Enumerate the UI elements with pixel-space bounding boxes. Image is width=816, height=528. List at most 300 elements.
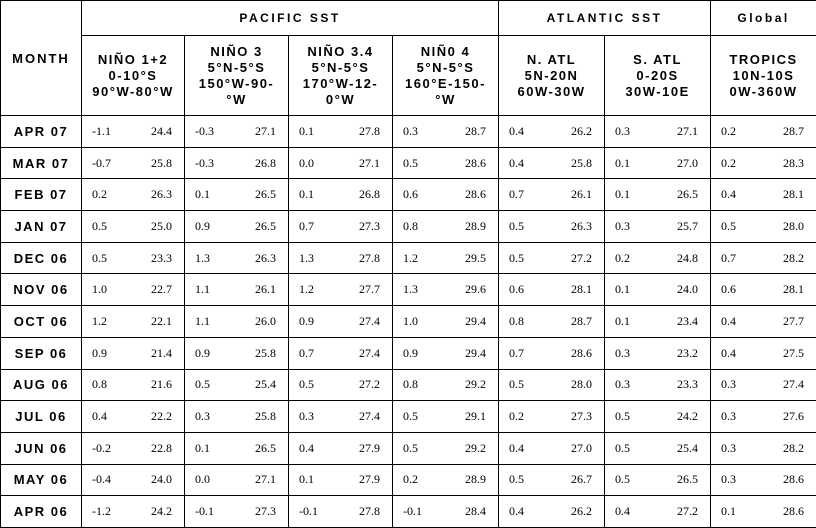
sst-anomaly: 0.5 — [92, 219, 107, 234]
sst-value: 27.5 — [783, 346, 804, 361]
region-header-line: NIÑO 3.4 — [289, 44, 392, 60]
sst-cell — [393, 401, 499, 433]
region-header-line: 10N-10S — [711, 68, 816, 84]
table-row — [1, 369, 816, 401]
table-row — [1, 432, 816, 464]
sst-cell — [289, 211, 393, 243]
sst-value: 29.4 — [465, 314, 486, 329]
table-row — [1, 337, 816, 369]
sst-value: 24.0 — [677, 282, 698, 297]
sst-cell — [711, 432, 816, 464]
sst-value: 23.3 — [151, 251, 172, 266]
sst-anomaly: 0.3 — [299, 409, 314, 424]
sst-cell — [711, 211, 816, 243]
sst-value: 24.4 — [151, 124, 172, 139]
sst-value: 23.2 — [677, 346, 698, 361]
sst-anomaly: 0.7 — [509, 187, 524, 202]
sst-value-pair — [185, 187, 288, 202]
sst-value: 25.8 — [151, 156, 172, 171]
region-header-line: 160°E-150- — [393, 76, 498, 92]
sst-value-pair — [605, 251, 710, 266]
region-header-line: 5°N-5°S — [185, 60, 288, 76]
sst-value-pair — [393, 219, 498, 234]
sst-value-pair — [289, 219, 392, 234]
sst-value-pair — [185, 314, 288, 329]
sst-cell — [499, 242, 605, 274]
sst-value-pair — [82, 251, 184, 266]
sst-value: 28.2 — [783, 251, 804, 266]
sst-value: 27.8 — [359, 504, 380, 519]
sst-value: 27.3 — [571, 409, 592, 424]
sst-anomaly: 0.5 — [509, 251, 524, 266]
sst-value: 25.0 — [151, 219, 172, 234]
sst-value-pair — [185, 346, 288, 361]
sst-value-pair — [82, 282, 184, 297]
sst-value-pair — [82, 187, 184, 202]
sst-value-pair — [289, 187, 392, 202]
sst-cell — [393, 306, 499, 338]
sst-value: 24.2 — [151, 504, 172, 519]
region-header-line: NIÑO 3 — [185, 44, 288, 60]
month-cell: MAY 06 — [1, 464, 82, 496]
sst-anomaly: 0.4 — [509, 124, 524, 139]
sst-value: 21.6 — [151, 377, 172, 392]
sst-value: 28.2 — [783, 441, 804, 456]
sst-value: 28.7 — [783, 124, 804, 139]
sst-anomaly: 0.2 — [403, 472, 418, 487]
sst-anomaly: 0.2 — [721, 156, 736, 171]
sst-value-pair — [393, 346, 498, 361]
sst-anomaly: -0.2 — [92, 441, 111, 456]
month-cell: AUG 06 — [1, 369, 82, 401]
sst-value: 29.2 — [465, 377, 486, 392]
sst-cell — [185, 306, 289, 338]
sst-value: 28.7 — [465, 124, 486, 139]
region-header-line: 150°W-90- — [185, 76, 288, 92]
region-header-line: 0W-360W — [711, 84, 816, 100]
region-header-line: N. ATL — [499, 52, 604, 68]
sst-anomaly: 0.5 — [615, 409, 630, 424]
sst-cell — [605, 147, 711, 179]
sst-anomaly: 0.3 — [721, 472, 736, 487]
sst-anomaly: -0.7 — [92, 156, 111, 171]
sst-value-pair — [711, 187, 816, 202]
month-cell: JAN 07 — [1, 211, 82, 243]
sst-anomaly: 0.4 — [299, 441, 314, 456]
sst-value-pair — [393, 441, 498, 456]
sst-cell — [185, 464, 289, 496]
sst-value: 26.1 — [571, 187, 592, 202]
sst-value: 27.4 — [359, 409, 380, 424]
sst-value: 27.0 — [677, 156, 698, 171]
sst-cell — [82, 116, 185, 148]
sst-value-pair — [185, 377, 288, 392]
sst-value: 27.0 — [571, 441, 592, 456]
sst-value: 27.9 — [359, 441, 380, 456]
sst-cell — [289, 242, 393, 274]
sst-cell — [605, 496, 711, 528]
region-header-nino-3 — [185, 36, 289, 116]
sst-anomaly: 1.2 — [299, 282, 314, 297]
sst-anomaly: 0.8 — [403, 219, 418, 234]
sst-value: 26.7 — [571, 472, 592, 487]
sst-value: 23.4 — [677, 314, 698, 329]
month-cell: OCT 06 — [1, 306, 82, 338]
sst-value: 27.1 — [255, 124, 276, 139]
region-header-line: 0°W — [289, 92, 392, 108]
sst-value-pair — [711, 251, 816, 266]
sst-cell — [605, 432, 711, 464]
sst-anomaly: 1.1 — [195, 282, 210, 297]
sst-value: 26.2 — [571, 504, 592, 519]
sst-value-pair — [499, 377, 604, 392]
sst-anomaly: -0.1 — [299, 504, 318, 519]
sst-anomaly: 0.4 — [509, 504, 524, 519]
sst-cell — [289, 147, 393, 179]
sst-cell — [289, 116, 393, 148]
sst-value: 28.6 — [783, 472, 804, 487]
region-header-line: °W — [393, 92, 498, 108]
region-header-line: 170°W-12- — [289, 76, 392, 92]
sst-cell — [393, 337, 499, 369]
sst-anomaly: 1.0 — [403, 314, 418, 329]
sst-cell — [185, 496, 289, 528]
sst-value-pair — [393, 251, 498, 266]
sst-cell — [82, 401, 185, 433]
sst-value: 28.9 — [465, 472, 486, 487]
sst-value-pair — [185, 251, 288, 266]
sst-value-pair — [499, 409, 604, 424]
sst-cell — [499, 211, 605, 243]
sst-anomaly: 1.1 — [195, 314, 210, 329]
sst-anomaly: 0.5 — [615, 472, 630, 487]
sst-value-pair — [605, 219, 710, 234]
sst-value-pair — [185, 472, 288, 487]
sst-cell — [499, 496, 605, 528]
sst-anomaly: 1.3 — [299, 251, 314, 266]
sst-anomaly: 0.0 — [195, 472, 210, 487]
sst-value-pair — [393, 156, 498, 171]
sst-value-pair — [499, 187, 604, 202]
sst-cell — [185, 211, 289, 243]
sst-anomaly: 0.4 — [509, 156, 524, 171]
sst-value: 26.1 — [255, 282, 276, 297]
sst-cell — [605, 401, 711, 433]
sst-cell — [82, 337, 185, 369]
sst-value-pair — [185, 219, 288, 234]
sst-anomaly: 0.5 — [195, 377, 210, 392]
sst-cell — [185, 274, 289, 306]
sst-value-pair — [289, 504, 392, 519]
table-header — [1, 1, 816, 116]
sst-cell — [605, 179, 711, 211]
sst-anomaly: -1.1 — [92, 124, 111, 139]
sst-cell — [393, 369, 499, 401]
month-cell: APR 07 — [1, 116, 82, 148]
sst-cell — [82, 464, 185, 496]
sst-anomaly: 0.4 — [721, 187, 736, 202]
sst-cell — [711, 274, 816, 306]
sst-anomaly: 0.5 — [721, 219, 736, 234]
sst-anomaly: 0.6 — [509, 282, 524, 297]
sst-value-pair — [289, 156, 392, 171]
sst-cell — [499, 401, 605, 433]
sst-anomaly: -0.1 — [403, 504, 422, 519]
sst-value: 27.2 — [677, 504, 698, 519]
sst-anomaly: 0.1 — [615, 282, 630, 297]
sst-value-pair — [499, 251, 604, 266]
sst-cell — [82, 432, 185, 464]
region-header-line: 30W-10E — [605, 84, 710, 100]
sst-value: 28.6 — [783, 504, 804, 519]
month-cell: MAR 07 — [1, 147, 82, 179]
sst-value: 28.7 — [571, 314, 592, 329]
sst-value-pair — [185, 124, 288, 139]
sst-anomaly: 0.9 — [403, 346, 418, 361]
sst-cell — [393, 274, 499, 306]
month-cell: APR 06 — [1, 496, 82, 528]
sst-value: 27.4 — [359, 314, 380, 329]
sst-cell — [185, 179, 289, 211]
sst-value: 26.5 — [677, 187, 698, 202]
sst-cell — [605, 306, 711, 338]
sst-anomaly: 0.5 — [403, 409, 418, 424]
region-header-line: 5°N-5°S — [289, 60, 392, 76]
sst-value: 27.1 — [255, 472, 276, 487]
sst-anomaly: 0.3 — [403, 124, 418, 139]
sst-anomaly: 0.9 — [195, 219, 210, 234]
sst-anomaly: 0.8 — [403, 377, 418, 392]
region-header-line: NIÑ0 4 — [393, 44, 498, 60]
sst-anomaly: 0.7 — [299, 219, 314, 234]
sst-anomaly: 1.2 — [403, 251, 418, 266]
sst-value-pair — [82, 219, 184, 234]
global-header: Global — [711, 1, 816, 36]
sst-value: 22.1 — [151, 314, 172, 329]
table-body — [1, 116, 816, 528]
sst-anomaly: 0.3 — [195, 409, 210, 424]
sst-value-pair — [289, 282, 392, 297]
sst-value: 28.3 — [783, 156, 804, 171]
sst-value-pair — [393, 282, 498, 297]
sst-value-pair — [499, 472, 604, 487]
sst-anomaly: 0.5 — [299, 377, 314, 392]
sst-cell — [82, 274, 185, 306]
sst-anomaly: 0.1 — [615, 314, 630, 329]
month-header: MONTH — [1, 1, 82, 116]
sst-cell — [289, 337, 393, 369]
region-header-line: S. ATL — [605, 52, 710, 68]
sst-value: 26.3 — [151, 187, 172, 202]
sst-cell — [499, 369, 605, 401]
sst-cell — [605, 337, 711, 369]
sst-value: 24.8 — [677, 251, 698, 266]
sst-cell — [185, 401, 289, 433]
sst-value-pair — [499, 314, 604, 329]
sst-value: 28.9 — [465, 219, 486, 234]
sst-value: 27.9 — [359, 472, 380, 487]
sst-value-pair — [185, 441, 288, 456]
sst-cell — [289, 179, 393, 211]
sst-value-pair — [499, 282, 604, 297]
sst-cell — [711, 464, 816, 496]
sst-value-pair — [499, 124, 604, 139]
sst-anomaly: 0.1 — [615, 156, 630, 171]
sst-value: 22.7 — [151, 282, 172, 297]
sst-value-pair — [711, 441, 816, 456]
sst-anomaly: 0.4 — [721, 346, 736, 361]
sst-value-pair — [499, 346, 604, 361]
table-row — [1, 147, 816, 179]
sst-anomaly: 1.2 — [92, 314, 107, 329]
region-header-line: °W — [185, 92, 288, 108]
sst-value: 28.1 — [783, 282, 804, 297]
sst-value: 22.8 — [151, 441, 172, 456]
sst-value: 29.4 — [465, 346, 486, 361]
sst-cell — [289, 274, 393, 306]
sst-value-pair — [393, 314, 498, 329]
sst-cell — [289, 369, 393, 401]
sst-value-pair — [605, 472, 710, 487]
sst-value: 28.6 — [465, 187, 486, 202]
sst-value-pair — [499, 504, 604, 519]
sst-value: 27.8 — [359, 124, 380, 139]
sst-value-pair — [605, 504, 710, 519]
sst-value: 25.7 — [677, 219, 698, 234]
sst-value: 24.0 — [151, 472, 172, 487]
sst-anomaly: 0.3 — [615, 124, 630, 139]
sst-cell — [605, 211, 711, 243]
sst-value-pair — [82, 346, 184, 361]
sst-cell — [605, 242, 711, 274]
table-row — [1, 306, 816, 338]
sst-value: 26.3 — [571, 219, 592, 234]
sst-anomaly: 0.5 — [509, 472, 524, 487]
sst-value-pair — [82, 314, 184, 329]
sst-value-pair — [499, 441, 604, 456]
table-row — [1, 179, 816, 211]
sst-value-pair — [605, 377, 710, 392]
sst-cell — [605, 464, 711, 496]
region-header-line: 5N-20N — [499, 68, 604, 84]
sst-cell — [393, 179, 499, 211]
sst-cell — [499, 179, 605, 211]
sst-anomaly: 0.4 — [721, 314, 736, 329]
sst-value-pair — [289, 472, 392, 487]
table-row — [1, 116, 816, 148]
sst-value-pair — [393, 187, 498, 202]
sst-value: 27.2 — [359, 377, 380, 392]
sst-value: 27.4 — [783, 377, 804, 392]
month-cell: SEP 06 — [1, 337, 82, 369]
sst-value: 25.8 — [255, 409, 276, 424]
sst-anomaly: 0.5 — [403, 441, 418, 456]
sst-anomaly: 1.0 — [92, 282, 107, 297]
sst-cell — [82, 147, 185, 179]
month-cell: FEB 07 — [1, 179, 82, 211]
sst-value-pair — [185, 156, 288, 171]
sst-value: 26.5 — [255, 219, 276, 234]
sst-anomaly: 0.3 — [615, 219, 630, 234]
table-row — [1, 401, 816, 433]
sst-cell — [499, 306, 605, 338]
sst-cell — [82, 496, 185, 528]
sst-cell — [82, 179, 185, 211]
sst-anomaly: 0.1 — [615, 187, 630, 202]
sst-value: 23.3 — [677, 377, 698, 392]
sst-value: 26.5 — [255, 187, 276, 202]
sst-value: 28.0 — [783, 219, 804, 234]
sst-value: 26.2 — [571, 124, 592, 139]
sst-anomaly: 0.3 — [615, 377, 630, 392]
sst-value: 26.8 — [255, 156, 276, 171]
sst-cell — [185, 369, 289, 401]
sst-anomaly: 1.3 — [195, 251, 210, 266]
table-row — [1, 274, 816, 306]
sst-anomaly: 0.5 — [509, 377, 524, 392]
sst-value: 25.8 — [255, 346, 276, 361]
sst-cell — [711, 147, 816, 179]
sst-cell — [185, 147, 289, 179]
sst-value-pair — [605, 187, 710, 202]
region-header-nino-3-4 — [289, 36, 393, 116]
sst-cell — [605, 274, 711, 306]
sst-value: 27.7 — [783, 314, 804, 329]
sst-anomaly: 0.9 — [195, 346, 210, 361]
sst-value: 25.4 — [255, 377, 276, 392]
sst-cell — [711, 179, 816, 211]
region-header-nino-1-2 — [82, 36, 185, 116]
sst-value-pair — [711, 314, 816, 329]
sst-cell — [185, 116, 289, 148]
region-header-nino-4 — [393, 36, 499, 116]
sst-anomaly: 0.5 — [92, 251, 107, 266]
sst-value-pair — [711, 377, 816, 392]
sst-value-pair — [499, 156, 604, 171]
sst-value: 28.4 — [465, 504, 486, 519]
sst-anomaly: -0.3 — [195, 156, 214, 171]
sst-anomaly: 0.4 — [615, 504, 630, 519]
sst-value-pair — [499, 219, 604, 234]
sst-value-pair — [82, 441, 184, 456]
sst-anomaly: 0.3 — [615, 346, 630, 361]
sst-cell — [499, 432, 605, 464]
sst-value-pair — [289, 377, 392, 392]
sst-anomaly: 0.4 — [92, 409, 107, 424]
sst-anomaly: 0.7 — [509, 346, 524, 361]
sst-cell — [289, 432, 393, 464]
sst-value-pair — [393, 124, 498, 139]
group-header-row — [1, 1, 816, 36]
sst-cell — [82, 306, 185, 338]
sst-anomaly: 0.1 — [721, 504, 736, 519]
sst-cell — [185, 337, 289, 369]
sst-anomaly: 0.2 — [615, 251, 630, 266]
pacific-sst-header: PACIFIC SST — [82, 1, 499, 36]
sst-cell — [393, 464, 499, 496]
sst-value-pair — [82, 504, 184, 519]
sst-value-pair — [711, 124, 816, 139]
sst-anomaly: -0.1 — [195, 504, 214, 519]
table-row — [1, 211, 816, 243]
month-cell: DEC 06 — [1, 242, 82, 274]
sst-cell — [82, 211, 185, 243]
sst-value-pair — [393, 409, 498, 424]
sst-anomaly: 0.6 — [403, 187, 418, 202]
sst-anomaly: -0.4 — [92, 472, 111, 487]
sst-anomaly: 0.2 — [92, 187, 107, 202]
sst-value: 26.3 — [255, 251, 276, 266]
